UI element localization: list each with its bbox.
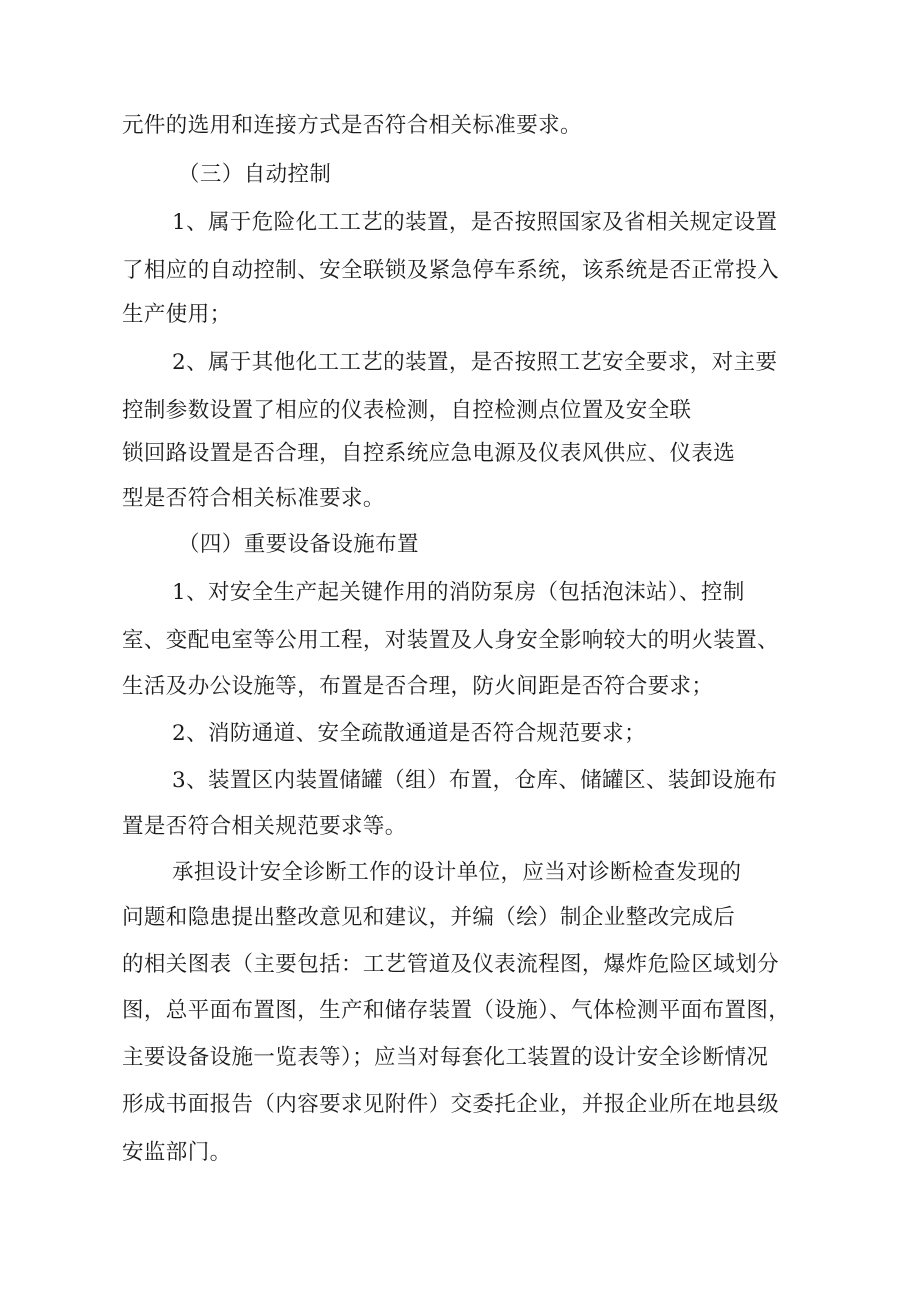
section-heading: （三）自动控制 — [178, 162, 332, 187]
text-line: 锁回路设置是否合理，自控系统应急电源及仪表风供应、仪表选 — [122, 441, 736, 466]
text-line: 生活及办公设施等，布置是否合理，防火间距是否符合要求； — [122, 674, 714, 699]
text-line: 的相关图表（主要包括：工艺管道及仪表流程图，爆炸危险区域划分 — [122, 952, 780, 977]
text-line: 室、变配电室等公用工程，对装置及人身安全影响较大的明火装置、 — [122, 628, 780, 653]
text-line: 生产使用； — [122, 302, 232, 327]
text-line: 问题和隐患提出整改意见和建议，并编（绘）制企业整改完成后 — [122, 905, 736, 930]
text-line: 了相应的自动控制、安全联锁及紧急停车系统，该系统是否正常投入 — [122, 258, 780, 283]
text-line: 3、装置区内装置储罐（组）布置，仓库、储罐区、装卸设施布 — [172, 768, 778, 793]
text-line: 主要设备设施一览表等）；应当对每套化工装置的设计安全诊断情况 — [122, 1045, 769, 1070]
text-line: 置是否符合相关规范要求等。 — [122, 814, 407, 839]
text-line: 图，总平面布置图，生产和储存装置（设施）、气体检测平面布置图， — [122, 998, 791, 1023]
text-line: 2、属于其他化工工艺的装置，是否按照工艺安全要求，对主要 — [172, 350, 778, 375]
text-line: 型是否符合相关标准要求。 — [122, 486, 385, 511]
text-line: 安监部门。 — [122, 1140, 232, 1165]
text-line: 承担设计安全诊断工作的设计单位，应当对诊断检查发现的 — [172, 860, 742, 885]
text-line: 2、消防通道、安全疏散通道是否符合规范要求； — [172, 721, 646, 746]
text-line: 1、属于危险化工工艺的装置，是否按照国家及省相关规定设置 — [172, 210, 778, 235]
text-line: 形成书面报告（内容要求见附件）交委托企业，并报企业所在地县级 — [122, 1092, 780, 1117]
text-line: 控制参数设置了相应的仪表检测，自控检测点位置及安全联 — [122, 398, 692, 423]
text-line: 元件的选用和连接方式是否符合相关标准要求。 — [122, 113, 582, 138]
text-line: 1、对安全生产起关键作用的消防泵房（包括泡沫站）、控制 — [172, 580, 745, 605]
section-heading: （四）重要设备设施布置 — [178, 532, 419, 557]
